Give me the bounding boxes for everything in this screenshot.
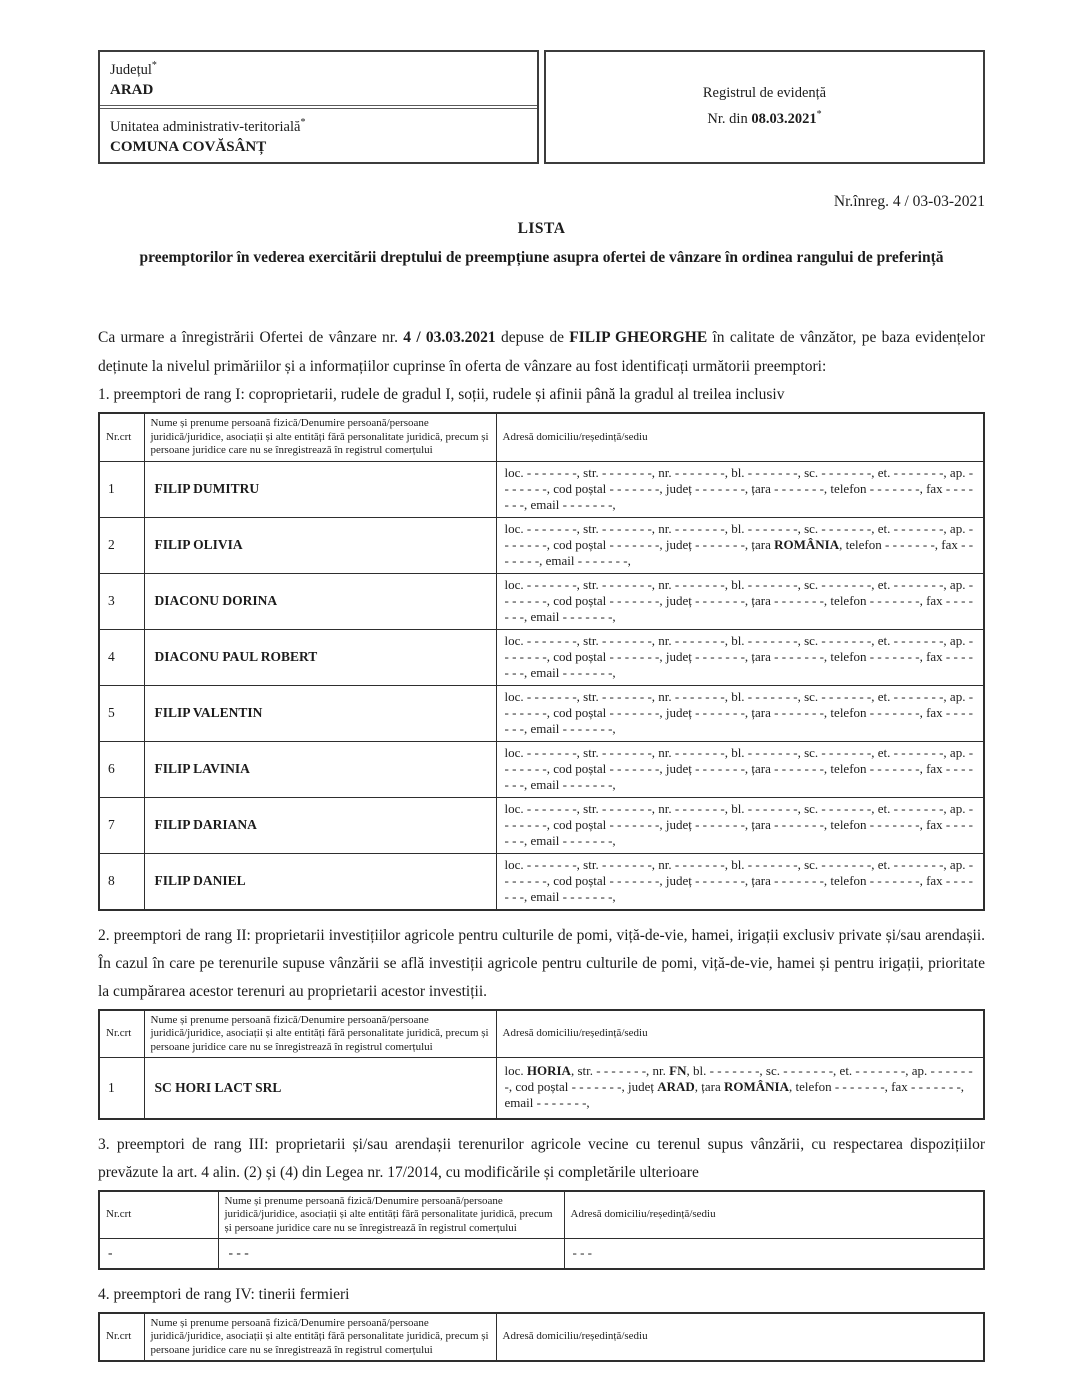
intro-paragraph: Ca urmare a înregistrării Ofertei de vânzare nr. 4 / 03.03.2021 depuse de FILIP GHEORGHE în calitate de vânzător, pe baza evidențelor deținute la nivelul primăriilor și a informațiilor cuprinse în oferta de vânzare au fost identificați următorii preemptori: bbox=[98, 329, 986, 376]
rank4-table bbox=[98, 1312, 985, 1363]
column-header-address: Adresă domiciliu/reședință/sediu bbox=[496, 413, 984, 461]
table-header-row bbox=[99, 1010, 984, 1058]
uat-label: Unitatea administrativ-teritorială* bbox=[110, 116, 306, 135]
preemptor-name: FILIP DANIEL bbox=[144, 853, 496, 910]
table-header-row bbox=[99, 1191, 984, 1239]
column-header-name: Nume și prenume persoană fizică/Denumire persoană/persoane juridică/juridice, asociații și alte entități fără personalitate juridică, precum și persoane juridice care nu se înregistrează în registrul comerțului bbox=[144, 1010, 496, 1058]
row-number: 5 bbox=[99, 685, 144, 741]
uat-cell bbox=[100, 109, 537, 162]
preemptor-name: FILIP DUMITRU bbox=[144, 461, 496, 517]
rank2-table bbox=[98, 1009, 985, 1120]
registru-number: Nr. din 08.03.2021* bbox=[707, 109, 822, 128]
uat-value: COMUNA COVĂSÂNȚ bbox=[110, 138, 267, 155]
preemptor-address: loc. HORIA, str. - - - - - - -, nr. FN, bl. - - - - - - -, sc. - - - - - - -, et. - - - - - - -, ap. - - - - - - -, cod poștal - - - - - - -, județ ARAD, țara ROMÂNIA, telefon - - - - - - -, fax - - - - - - -, email - - - - - - -, bbox=[496, 1058, 984, 1119]
table-row bbox=[99, 517, 984, 573]
table-row bbox=[99, 685, 984, 741]
row-number: 3 bbox=[99, 573, 144, 629]
column-header-nrcrt: Nr.crt bbox=[99, 413, 144, 461]
preemptor-name: DIACONU PAUL ROBERT bbox=[144, 629, 496, 685]
preemptor-address: loc. - - - - - - -, str. - - - - - - -, nr. - - - - - - -, bl. - - - - - - -, sc. - - - - - - -, et. - - - - - - -, ap. - - - - - - -, cod poștal - - - - - - -, județ - - - - - - -, țara - - - - - - -, telefon - - - - - - -, fax - - - - - - -, email - - - - - - -, bbox=[496, 685, 984, 741]
section-rank3-heading: 3. preemptori de rang III: proprietarii și/sau arendașii terenurilor agricole vecine cu terenul supus vânzării, cu respectarea dispozițiilor prevăzute la art. 4 alin. (2) și (4) din Legea nr. 17/2014, cu modificările și completările ulterioare bbox=[98, 1135, 985, 1181]
preemptor-address: loc. - - - - - - -, str. - - - - - - -, nr. - - - - - - -, bl. - - - - - - -, sc. - - - - - - -, et. - - - - - - -, ap. - - - - - - -, cod poștal - - - - - - -, județ - - - - - - -, țara - - - - - - -, telefon - - - - - - -, fax - - - - - - -, email - - - - - - -, bbox=[496, 741, 984, 797]
judet-label: Județul* bbox=[110, 60, 157, 78]
preemptor-address: - - - bbox=[564, 1239, 984, 1269]
table-row bbox=[99, 797, 984, 853]
row-number: - bbox=[99, 1239, 218, 1269]
preemptor-address: loc. - - - - - - -, str. - - - - - - -, nr. - - - - - - -, bl. - - - - - - -, sc. - - - - - - -, et. - - - - - - -, ap. - - - - - - -, cod poștal - - - - - - -, județ - - - - - - -, țara ROMÂNIA, telefon - - - - - - -, fax - - - - - - -, email - - - - - - -, bbox=[496, 517, 984, 573]
preemptor-name: FILIP OLIVIA bbox=[144, 517, 496, 573]
judet-cell bbox=[100, 52, 537, 109]
preemptor-name: SC HORI LACT SRL bbox=[144, 1058, 496, 1119]
column-header-nrcrt: Nr.crt bbox=[99, 1313, 144, 1362]
section-rank4-heading: 4. preemptori de rang IV: tinerii fermieri bbox=[98, 1285, 350, 1303]
registration-number-line: Nr.înreg. 4 / 03-03-2021 bbox=[833, 192, 985, 210]
table-row bbox=[99, 461, 984, 517]
preemptor-address: loc. - - - - - - -, str. - - - - - - -, nr. - - - - - - -, bl. - - - - - - -, sc. - - - - - - -, et. - - - - - - -, ap. - - - - - - -, cod poștal - - - - - - -, județ - - - - - - -, țara - - - - - - -, telefon - - - - - - -, fax - - - - - - -, email - - - - - - -, bbox=[496, 573, 984, 629]
table-header-row bbox=[99, 1313, 984, 1362]
preemptor-name: - - - bbox=[218, 1239, 564, 1269]
rank3-table bbox=[98, 1190, 985, 1270]
header-left-box bbox=[98, 50, 539, 164]
required-asterisk: * bbox=[816, 109, 822, 121]
document-subtitle: preemptorilor în vederea exercitării dreptului de preempțiune asupra ofertei de vânzare în ordinea rangului de preferință bbox=[139, 248, 944, 266]
table-row bbox=[99, 629, 984, 685]
preemptor-name: DIACONU DORINA bbox=[144, 573, 496, 629]
required-asterisk: * bbox=[300, 116, 306, 128]
preemptor-name: FILIP DARIANA bbox=[144, 797, 496, 853]
preemptor-address: loc. - - - - - - -, str. - - - - - - -, nr. - - - - - - -, bl. - - - - - - -, sc. - - - - - - -, et. - - - - - - -, ap. - - - - - - -, cod poștal - - - - - - -, județ - - - - - - -, țara - - - - - - -, telefon - - - - - - -, fax - - - - - - -, email - - - - - - -, bbox=[496, 797, 984, 853]
document-title: LISTA bbox=[517, 219, 566, 237]
table-row bbox=[99, 573, 984, 629]
column-header-name: Nume și prenume persoană fizică/Denumire persoană/persoane juridică/juridice, asociații și alte entități fără personalitate juridică, precum și persoane juridice care nu se înregistrează în registrul comerțului bbox=[218, 1191, 564, 1239]
judet-value: ARAD bbox=[110, 81, 154, 98]
row-number: 7 bbox=[99, 797, 144, 853]
column-header-nrcrt: Nr.crt bbox=[99, 1010, 144, 1058]
table-row bbox=[99, 853, 984, 910]
preemptor-address: loc. - - - - - - -, str. - - - - - - -, nr. - - - - - - -, bl. - - - - - - -, sc. - - - - - - -, et. - - - - - - -, ap. - - - - - - -, cod poștal - - - - - - -, județ - - - - - - -, țara - - - - - - -, telefon - - - - - - -, fax - - - - - - -, email - - - - - - -, bbox=[496, 853, 984, 910]
column-header-name: Nume și prenume persoană fizică/Denumire persoană/persoane juridică/juridice, asociații și alte entități fără personalitate juridică, precum și persoane juridice care nu se înregistrează în registrul comerțului bbox=[144, 1313, 496, 1362]
rank1-table bbox=[98, 412, 985, 911]
row-number: 1 bbox=[99, 461, 144, 517]
table-row bbox=[99, 741, 984, 797]
preemptor-name: FILIP LAVINIA bbox=[144, 741, 496, 797]
required-asterisk: * bbox=[151, 60, 157, 71]
header-boxes bbox=[98, 50, 985, 164]
table-header-row bbox=[99, 413, 984, 461]
table-row bbox=[99, 1058, 984, 1119]
table-row bbox=[99, 1239, 984, 1269]
column-header-name: Nume și prenume persoană fizică/Denumire persoană/persoane juridică/juridice, asociații și alte entități fără personalitate juridică, precum și persoane juridice care nu se înregistrează în registrul comerțului bbox=[144, 413, 496, 461]
row-number: 2 bbox=[99, 517, 144, 573]
row-number: 1 bbox=[99, 1058, 144, 1119]
section-rank2-heading: 2. preemptori de rang II: proprietarii investițiilor agricole pentru culturile de pomi, viță-de-vie, hamei, irigații exclusiv private și/sau arendașii. În cazul în care pe terenurile supuse vânzării se află investiții agricole pentru culturile de pomi, viță-de-vie, hamei și pentru irigații, prioritate la cumpărarea acestor terenuri au proprietarii acestor investiții. bbox=[98, 926, 985, 1000]
preemptor-address: loc. - - - - - - -, str. - - - - - - -, nr. - - - - - - -, bl. - - - - - - -, sc. - - - - - - -, et. - - - - - - -, ap. - - - - - - -, cod poștal - - - - - - -, județ - - - - - - -, țara - - - - - - -, telefon - - - - - - -, fax - - - - - - -, email - - - - - - -, bbox=[496, 629, 984, 685]
column-header-address: Adresă domiciliu/reședință/sediu bbox=[496, 1313, 984, 1362]
column-header-address: Adresă domiciliu/reședință/sediu bbox=[564, 1191, 984, 1239]
row-number: 6 bbox=[99, 741, 144, 797]
row-number: 4 bbox=[99, 629, 144, 685]
section-rank1-heading: 1. preemptori de rang I: coproprietarii, rudele de gradul I, soții, rudele și afinii până la gradul al treilea inclusiv bbox=[98, 386, 785, 404]
column-header-address: Adresă domiciliu/reședință/sediu bbox=[496, 1010, 984, 1058]
preemptor-name: FILIP VALENTIN bbox=[144, 685, 496, 741]
registru-title: Registrul de evidență bbox=[702, 85, 827, 102]
registru-box bbox=[544, 50, 985, 164]
column-header-nrcrt: Nr.crt bbox=[99, 1191, 218, 1239]
row-number: 8 bbox=[99, 853, 144, 910]
preemptor-address: loc. - - - - - - -, str. - - - - - - -, nr. - - - - - - -, bl. - - - - - - -, sc. - - - - - - -, et. - - - - - - -, ap. - - - - - - -, cod poștal - - - - - - -, județ - - - - - - -, țara - - - - - - -, telefon - - - - - - -, fax - - - - - - -, email - - - - - - -, bbox=[496, 461, 984, 517]
